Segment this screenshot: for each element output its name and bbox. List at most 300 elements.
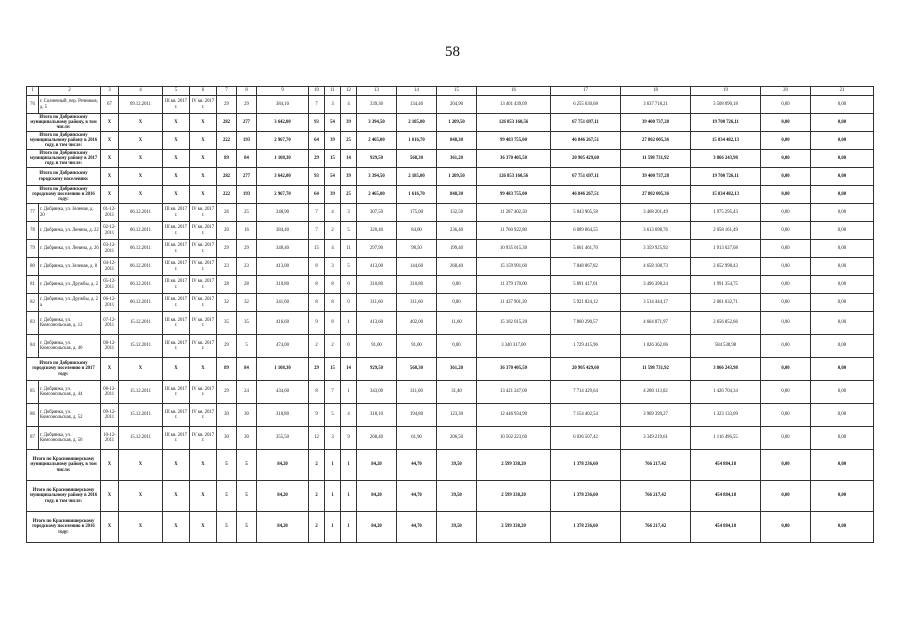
table-cell: 5 843 905,58 (551, 204, 621, 222)
table-cell: 310,80 (357, 276, 397, 294)
total-title-cell: Итого по Добрянскому муниципальному району в 2017 году, в том числе: (27, 150, 101, 168)
table-cell: 0,00 (761, 450, 811, 481)
table-cell: 307,50 (357, 204, 397, 222)
table-cell: 84,00 (397, 222, 437, 240)
table-cell: 23 (237, 258, 257, 276)
table-cell: 06-12-2011 (101, 294, 119, 312)
table-cell: 7 860 290,57 (551, 312, 621, 335)
table-cell: X (101, 186, 119, 204)
table-cell: 84,20 (257, 481, 309, 512)
table-cell: X (101, 358, 119, 381)
table-cell: 144,60 (397, 258, 437, 276)
table-cell: 11 287 402,50 (477, 204, 551, 222)
table-cell: 3 508 090,18 (691, 96, 761, 114)
table-cell: 11 437 901,20 (477, 294, 551, 312)
table-cell: 99 483 755,00 (477, 132, 551, 150)
table-cell: 77 (27, 204, 39, 222)
table-cell: 277 (237, 168, 257, 186)
table-cell: 09.12.2011 (119, 96, 163, 114)
table-cell: 5 (237, 450, 257, 481)
table-cell: 0 (341, 276, 357, 294)
table-cell: 15 (325, 150, 341, 168)
table-cell: 9 (309, 312, 325, 335)
table-cell: III кв. 2017 г. (163, 276, 190, 294)
table-cell: 0,00 (811, 381, 874, 404)
table-cell: 2 058 161,49 (691, 222, 761, 240)
table-cell: 0,00 (811, 427, 874, 450)
table-cell: 348,90 (257, 204, 309, 222)
table-cell: X (163, 512, 190, 543)
table-cell: 0 (341, 335, 357, 358)
table-cell: 0,00 (811, 512, 874, 543)
total-title-cell: Итого по Красновишерскому муниципальному району в 2016 году, в том числе: (27, 481, 101, 512)
table-cell: 2 (325, 222, 341, 240)
table-cell: 1 378 236,60 (551, 450, 621, 481)
table-cell: 2 (325, 335, 341, 358)
table-cell: 1 (341, 312, 357, 335)
table-cell: 2 (309, 450, 325, 481)
table-row (27, 204, 874, 222)
table-cell: 2 967,70 (257, 132, 309, 150)
table-row (27, 294, 874, 312)
table-cell: 1 616,70 (397, 132, 437, 150)
table-cell: 126 853 160,56 (477, 168, 551, 186)
table-cell: 15.12.2011 (119, 404, 163, 427)
table-cell: 0,00 (761, 132, 811, 150)
table-cell: 8 (309, 381, 325, 404)
table-cell: 2 185,00 (397, 168, 437, 186)
table-cell: 0,00 (811, 240, 874, 258)
table-cell: 02-12-2011 (101, 222, 119, 240)
table-cell: 268,40 (357, 427, 397, 450)
table-cell: IV кв. 2017 г. (190, 404, 217, 427)
table-cell: 82 (27, 294, 39, 312)
header-row (27, 87, 874, 96)
table-cell: 39 (341, 114, 357, 132)
table-cell: IV кв. 2017 г. (190, 222, 217, 240)
total-row (27, 186, 874, 204)
table-row (27, 335, 874, 358)
table-cell: 13 401 439,09 (477, 96, 551, 114)
header-cell: 21 (811, 87, 874, 96)
table-cell: 297,90 (357, 240, 397, 258)
table-cell: 568,30 (397, 150, 437, 168)
table-cell: III кв. 2017 г. (163, 204, 190, 222)
address-cell: г. Добрянка, ул. Комсомольская, д. 50 (39, 427, 101, 450)
table-cell: 15.12.2011 (119, 312, 163, 335)
table-cell: 67 751 697,11 (551, 168, 621, 186)
table-cell: 84,20 (357, 450, 397, 481)
table-cell: 4 (341, 96, 357, 114)
table-cell: 64 (309, 132, 325, 150)
table-cell: 0,00 (811, 312, 874, 335)
table-cell: 413,60 (357, 312, 397, 335)
table-cell: 7 154 402,54 (551, 404, 621, 427)
total-row (27, 132, 874, 150)
table-cell: 0,00 (811, 358, 874, 381)
table-cell: 3 394,50 (357, 114, 397, 132)
table-cell: 10-12-2011 (101, 427, 119, 450)
table-cell: X (119, 358, 163, 381)
table-cell: 0,00 (761, 404, 811, 427)
table-cell: 454 884,18 (691, 512, 761, 543)
table-cell: 5 (217, 450, 237, 481)
table-cell: 23 (217, 258, 237, 276)
table-cell: 36 370 405,50 (477, 150, 551, 168)
table-cell: X (119, 450, 163, 481)
table-cell: IV кв. 2017 г. (190, 381, 217, 404)
table-cell: 0,00 (811, 294, 874, 312)
table-cell: 29 (217, 240, 237, 258)
table-cell: 0,00 (811, 404, 874, 427)
table-cell: 311,60 (397, 381, 437, 404)
table-cell: 1 (341, 381, 357, 404)
table-cell: 348,40 (257, 240, 309, 258)
table-cell: 413,00 (257, 258, 309, 276)
table-cell: 4 658 108,73 (621, 258, 691, 276)
table-cell: 11 379 170,00 (477, 276, 551, 294)
table-cell: 98,50 (397, 240, 437, 258)
table-cell: 8 (325, 294, 341, 312)
table-cell: 848,30 (437, 186, 477, 204)
table-cell: 5 (237, 481, 257, 512)
table-cell: 7 (309, 204, 325, 222)
header-cell: 19 (691, 87, 761, 96)
table-cell: 0,00 (761, 294, 811, 312)
table-cell: 2 (309, 335, 325, 358)
table-cell: X (190, 114, 217, 132)
table-cell: X (101, 114, 119, 132)
table-cell: III кв. 2017 г. (163, 381, 190, 404)
table-cell: 123,30 (437, 404, 477, 427)
table-cell: 24 (237, 381, 257, 404)
table-cell: 193 (237, 186, 257, 204)
table-cell: 11 (341, 240, 357, 258)
table-cell: 08-12-2011 (101, 335, 119, 358)
table-cell: 15 182 015,20 (477, 312, 551, 335)
table-cell: 12 446 934,90 (477, 404, 551, 427)
table-cell: 1 729 415,96 (551, 335, 621, 358)
table-cell: 3 969 399,27 (621, 404, 691, 427)
table-cell: 1 026 362,06 (621, 335, 691, 358)
table-cell: X (163, 186, 190, 204)
total-title-cell: Итого по Добрянскому муниципальному району в 2016 году, в том числе: (27, 132, 101, 150)
table-cell: III кв. 2017 г. (163, 312, 190, 335)
table-cell: 86 (27, 404, 39, 427)
table-cell: 0,00 (761, 381, 811, 404)
table-cell: 0,00 (761, 186, 811, 204)
table-cell: 204,90 (437, 96, 477, 114)
table-cell: 0,00 (761, 335, 811, 358)
header-cell: 7 (217, 87, 237, 96)
address-cell: г. Солнечный, пер. Речников, д. 5 (39, 96, 101, 114)
table-cell: 1 (325, 450, 341, 481)
table-cell: 13 421 247,00 (477, 381, 551, 404)
table-cell: 0,00 (761, 481, 811, 512)
table-cell: 05-12-2011 (101, 276, 119, 294)
table-cell: 341,60 (257, 294, 309, 312)
total-title-cell: Итого по Красновишерскому муниципальному району, в том числе: (27, 450, 101, 481)
header-cell: 4 (119, 87, 163, 96)
table-cell: 0,00 (761, 312, 811, 335)
table-cell: 1 378 236,60 (551, 512, 621, 543)
table-cell: 0,00 (811, 186, 874, 204)
table-cell: 1 209,50 (437, 168, 477, 186)
table-cell: 39 (325, 132, 341, 150)
table-cell: 1 913 627,68 (691, 240, 761, 258)
address-cell: г. Добрянка, ул. Комсомольская, д. 40 (39, 335, 101, 358)
table-cell: 5 (237, 335, 257, 358)
table-cell: 194,80 (397, 404, 437, 427)
table-cell: 7 (325, 381, 341, 404)
table-cell: 0,00 (761, 222, 811, 240)
table-cell: IV кв. 2017 г. (190, 335, 217, 358)
table-row (27, 404, 874, 427)
table-cell: 0,00 (761, 276, 811, 294)
table-cell: 25 (341, 186, 357, 204)
total-row (27, 150, 874, 168)
table-cell: 78 (27, 222, 39, 240)
total-row (27, 512, 874, 543)
table-cell: 0,00 (761, 150, 811, 168)
table-cell: 8 (325, 276, 341, 294)
table-cell: X (101, 481, 119, 512)
table-cell: 35 (217, 312, 237, 335)
table-cell: 0,00 (811, 114, 874, 132)
table-cell: 766 217,42 (621, 450, 691, 481)
table-cell: 07-12-2011 (101, 312, 119, 335)
table-cell: 39,50 (437, 481, 477, 512)
table-cell: 67 751 697,11 (551, 114, 621, 132)
table-cell: 5 (237, 512, 257, 543)
table-cell: 848,30 (437, 132, 477, 150)
table-cell: 766 217,42 (621, 512, 691, 543)
table-cell: 7 848 867,82 (551, 258, 621, 276)
table-cell: 0,00 (761, 240, 811, 258)
table-cell: 6 089 064,55 (551, 222, 621, 240)
table-cell: 282 (217, 168, 237, 186)
table-cell: 0,00 (761, 427, 811, 450)
table-cell: 11,60 (437, 312, 477, 335)
table-row (27, 96, 874, 114)
table-cell: 3 (325, 96, 341, 114)
table-cell: 7 (309, 96, 325, 114)
table-cell: 318,80 (257, 404, 309, 427)
table-cell: 32 (217, 294, 237, 312)
table-cell: 84 (237, 150, 257, 168)
table-cell: 06.12.2011 (119, 276, 163, 294)
table-cell: 20 905 429,60 (551, 358, 621, 381)
table-cell: 384,40 (257, 222, 309, 240)
table-cell: IV кв. 2017 г. (190, 312, 217, 335)
table-cell: 5 (325, 404, 341, 427)
table-row (27, 381, 874, 404)
table-cell: 0 (341, 294, 357, 312)
table-cell: 2 967,70 (257, 186, 309, 204)
table-cell: 6 036 507,42 (551, 427, 621, 450)
table-cell: 8 (325, 312, 341, 335)
table-cell: 3 (325, 258, 341, 276)
table-cell: X (119, 186, 163, 204)
table-cell: 3 613 698,76 (621, 222, 691, 240)
total-title-cell: Итого по Добрянскому городскому поселению в 2017 году: (27, 358, 101, 381)
table-cell: 81 (27, 276, 39, 294)
table-cell: 311,60 (357, 294, 397, 312)
table-cell: 384,10 (257, 96, 309, 114)
table-cell: 9 (341, 427, 357, 450)
table-cell: 89 (217, 150, 237, 168)
header-cell: 2 (39, 87, 101, 96)
table-cell: 361,20 (437, 150, 477, 168)
table-cell: 0,00 (437, 335, 477, 358)
address-cell: г. Добрянка, ул. Ленина, д. 26 (39, 240, 101, 258)
table-cell: 454 884,18 (691, 481, 761, 512)
table-cell: 87 (27, 427, 39, 450)
header-cell: 8 (237, 87, 257, 96)
table-cell: 15.12.2011 (119, 335, 163, 358)
table-cell: X (101, 168, 119, 186)
table-cell: 29 (217, 335, 237, 358)
table-cell: 1 (341, 481, 357, 512)
table-cell: III кв. 2017 г. (163, 404, 190, 427)
table-cell: 206,50 (437, 427, 477, 450)
table-cell: 175,00 (397, 204, 437, 222)
table-cell: 416,60 (257, 312, 309, 335)
table-cell: 5 (217, 481, 237, 512)
table-row (27, 258, 874, 276)
table-cell: 5 891 417,01 (551, 276, 621, 294)
header-cell: 17 (551, 87, 621, 96)
table-cell: 3 496 398,24 (621, 276, 691, 294)
table-cell: 28 (237, 276, 257, 294)
table-cell: X (119, 150, 163, 168)
table-cell: 44,70 (397, 450, 437, 481)
table-cell: 29 (309, 358, 325, 381)
table-cell: 20 905 429,60 (551, 150, 621, 168)
table-cell: IV кв. 2017 г. (190, 427, 217, 450)
table-cell: 76 (27, 96, 39, 114)
address-cell: г. Добрянка, ул. Комсомольская, д. 12 (39, 312, 101, 335)
table-cell: III кв. 2017 г. (163, 294, 190, 312)
table-cell: 35 (237, 312, 257, 335)
table-cell: 199,40 (437, 240, 477, 258)
table-cell: 1 975 295,43 (691, 204, 761, 222)
table-cell: IV кв. 2017 г. (190, 204, 217, 222)
total-row (27, 450, 874, 481)
table-cell: 311,60 (397, 294, 437, 312)
table-cell: 132,50 (437, 204, 477, 222)
table-cell: 1 323 133,09 (691, 404, 761, 427)
table-cell: 0,00 (811, 96, 874, 114)
table-cell: 4 280 113,02 (621, 381, 691, 404)
table-cell: X (101, 512, 119, 543)
table-cell: 5 (341, 222, 357, 240)
total-title-cell: Итого по Добрянскому муниципальному району, в том числе: (27, 114, 101, 132)
table-cell: 14 (341, 358, 357, 381)
table-cell: X (101, 132, 119, 150)
table-cell: 568,30 (397, 358, 437, 381)
table-cell: 54 (325, 114, 341, 132)
table-cell: 39 400 737,28 (621, 168, 691, 186)
table-cell: 10 935 015,30 (477, 240, 551, 258)
table-cell: 236,40 (437, 222, 477, 240)
table-cell: 3 349 219,61 (621, 427, 691, 450)
table-cell: 93 (309, 114, 325, 132)
table-cell: 0,00 (811, 450, 874, 481)
table-cell: 19 700 726,11 (691, 114, 761, 132)
table-cell: 3 359 925,92 (621, 240, 691, 258)
table-cell: 0,00 (811, 132, 874, 150)
table-cell: 1 108,30 (257, 150, 309, 168)
table-cell: 29 (217, 96, 237, 114)
table-cell: 27 802 005,36 (621, 132, 691, 150)
table-cell: 3 866 243,98 (691, 358, 761, 381)
header-cell: 12 (341, 87, 357, 96)
table-cell: 14 (341, 150, 357, 168)
table-cell: 99 483 755,00 (477, 186, 551, 204)
table-cell: 434,60 (257, 381, 309, 404)
table-cell: 413,00 (357, 258, 397, 276)
table-cell: 0,00 (761, 204, 811, 222)
table-cell: X (190, 132, 217, 150)
table-cell: 3 514 444,17 (621, 294, 691, 312)
table-cell: 4 (325, 204, 341, 222)
table-cell: 8 (309, 294, 325, 312)
table-cell: III кв. 2017 г. (163, 258, 190, 276)
table-cell: X (163, 358, 190, 381)
table-cell: 44,70 (397, 481, 437, 512)
address-cell: г. Добрянка, ул. Зеленая, д. 20 (39, 204, 101, 222)
table-cell: 2 599 338,20 (477, 512, 551, 543)
table-cell: X (119, 132, 163, 150)
table-cell: 0,00 (761, 358, 811, 381)
table-cell: 9 (309, 404, 325, 427)
table-cell: 268,40 (437, 258, 477, 276)
total-row (27, 358, 874, 381)
table-cell: 1 (341, 450, 357, 481)
table-cell: 15.12.2011 (119, 427, 163, 450)
header-cell: 5 (163, 87, 190, 96)
table-cell: 1 378 236,60 (551, 481, 621, 512)
table-cell: 10 502 223,60 (477, 427, 551, 450)
table-cell: 28 (217, 276, 237, 294)
total-title-cell: Итого по Добрянскому городскому поселению: (27, 168, 101, 186)
table-cell: 84,20 (357, 512, 397, 543)
table-cell: 29 (217, 381, 237, 404)
table-cell: 06.12.2011 (119, 204, 163, 222)
table-cell: 0,00 (761, 96, 811, 114)
table-cell: 30 (217, 404, 237, 427)
table-cell: X (163, 132, 190, 150)
table-cell: 454 884,18 (691, 450, 761, 481)
address-cell: г. Добрянка, ул. Ленина, д. 22 (39, 222, 101, 240)
table-cell: IV кв. 2017 г. (190, 258, 217, 276)
table-cell: 3 340 317,00 (477, 335, 551, 358)
table-cell: 61,90 (397, 427, 437, 450)
table-cell: 3 (325, 427, 341, 450)
table-cell: III кв. 2017 г. (163, 335, 190, 358)
table-cell: 282 (217, 114, 237, 132)
table-cell: 7 714 429,64 (551, 381, 621, 404)
table-cell: 1 209,50 (437, 114, 477, 132)
table-cell: 1 (325, 512, 341, 543)
table-cell: 19 700 726,11 (691, 168, 761, 186)
table-cell: 31,40 (437, 381, 477, 404)
page-number: 58 (445, 44, 460, 60)
table-cell: X (119, 512, 163, 543)
table-cell: X (163, 481, 190, 512)
table-cell: 2 652 998,43 (691, 258, 761, 276)
